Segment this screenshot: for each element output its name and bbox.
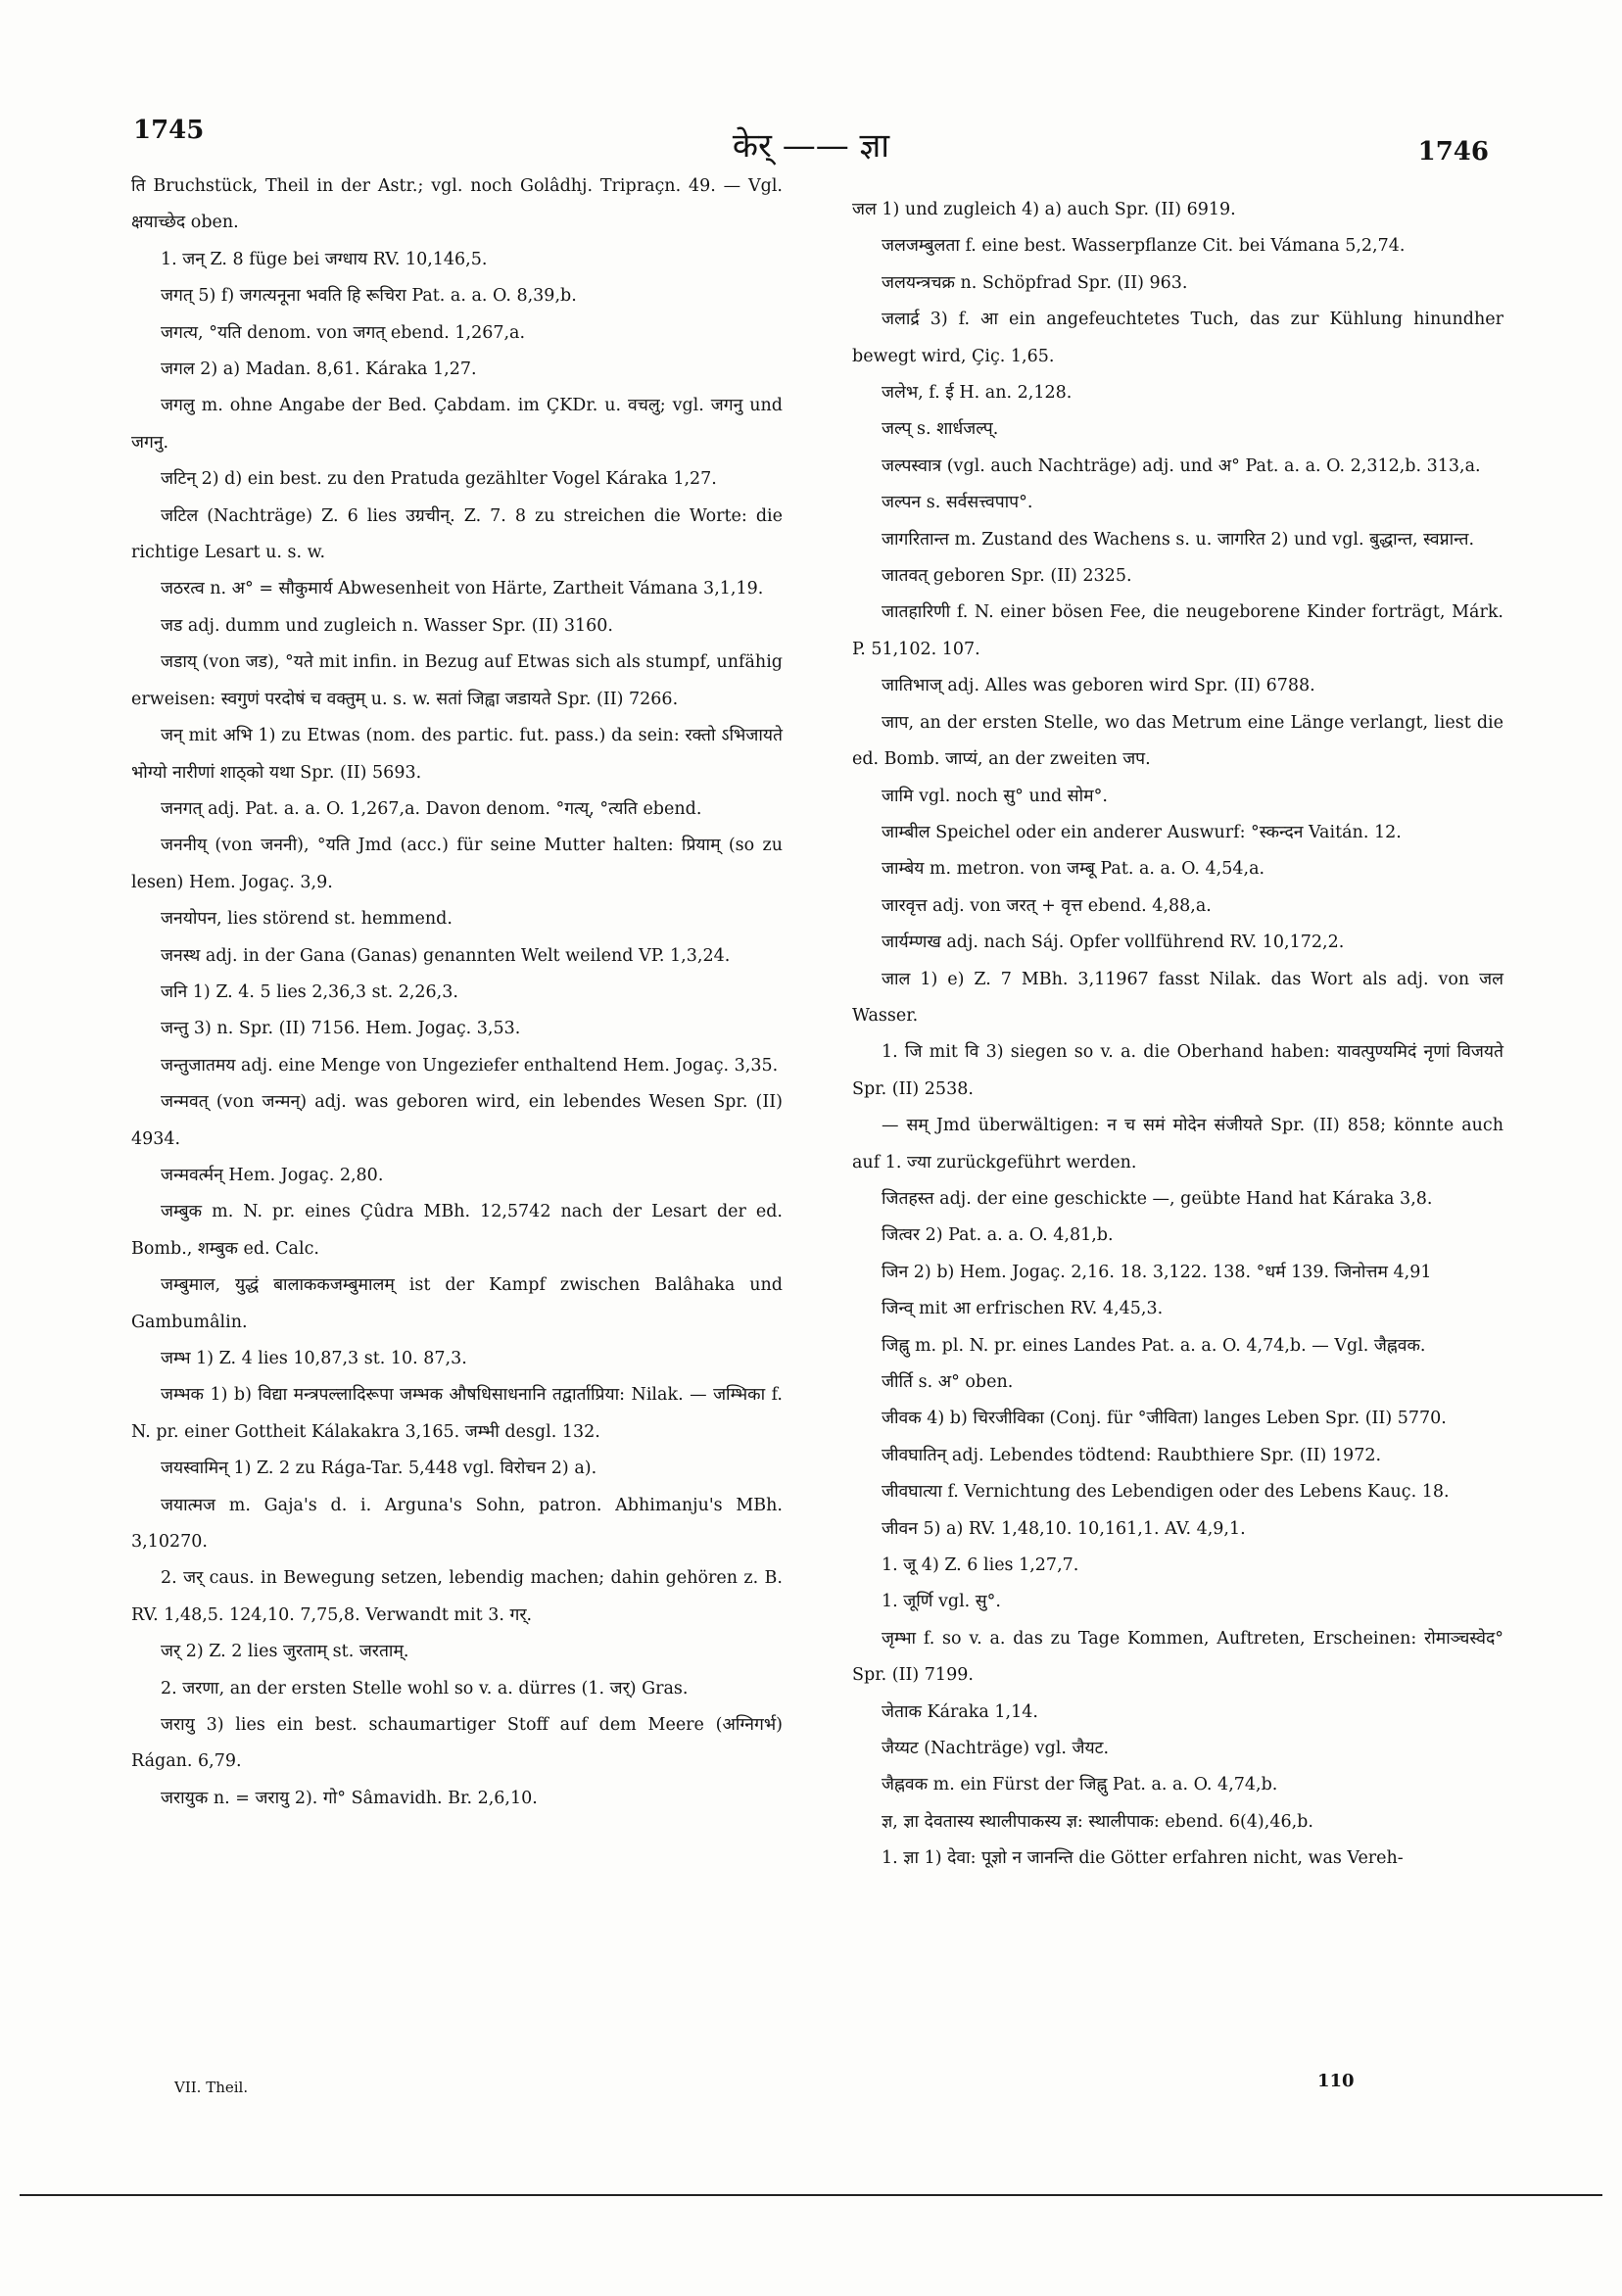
dictionary-entry: जगत्य, °यति denom. von जगत् ebend. 1,267,a. bbox=[161, 322, 526, 343]
dictionary-entry: जटिल (Nachträge) Z. 6 lies उग्रचीन्. Z. 7. 8 zu streichen die Worte: die richtige Lesart u. s. w. bbox=[131, 505, 783, 563]
right-column bbox=[852, 192, 1503, 1878]
dictionary-entry: 1. जन् Z. 8 füge bei जग्धाय RV. 10,146,5. bbox=[161, 249, 488, 269]
dictionary-entry: जन्मवत् (von जन्मन्) adj. was geboren wird, ein lebendes Wesen Spr. (II) 4934. bbox=[131, 1092, 783, 1149]
dictionary-entry: जिन 2) b) Hem. Jogaç. 2,16. 18. 3,122. 138. °धर्म 139. जिनोत्तम 4,91 bbox=[882, 1262, 1432, 1282]
page-number-right: 1746 bbox=[1417, 137, 1489, 167]
sheet-number: 110 bbox=[1317, 2071, 1355, 2091]
dictionary-entry: जाम्बील Speichel oder ein anderer Auswurf: °स्कन्दन Vaitán. 12. bbox=[882, 822, 1402, 842]
dictionary-entry: जरायु 3) lies ein best. schaumartiger Stoff auf dem Meere (अग्निगर्भ) Rágan. 6,79. bbox=[131, 1715, 783, 1772]
dictionary-entry: जलेभ, f. ई H. an. 2,128. bbox=[882, 383, 1073, 404]
dictionary-entry: जाप, an der ersten Stelle, wo das Metrum eine Länge verlangt, liest die ed. Bomb. जाप्यं, an der zweiten जप. bbox=[852, 712, 1503, 770]
dictionary-entry: जार्यम्णख adj. nach Sáj. Opfer vollführend RV. 10,172,2. bbox=[882, 933, 1345, 953]
dictionary-entry: जिन्व् mit आ erfrischen RV. 4,45,3. bbox=[882, 1299, 1164, 1319]
dictionary-entry: जडाय् (von जड), °यते mit infin. in Bezug auf Etwas sich als stumpf, unfähig erweisen: स्वगुणं परदोषं च वक्तुम् u. s. w. सतां जिह्वा जडायते Spr. (II) 7266. bbox=[131, 652, 783, 709]
dictionary-entry: 1. ज्ञा 1) देवा: पूज्ञो न जानन्ति die Götter erfahren nicht, was Vereh- bbox=[882, 1848, 1404, 1869]
dictionary-entry: जातवत् geboren Spr. (II) 2325. bbox=[882, 566, 1132, 587]
dictionary-entry: ज्ञ, ज्ञा देवतास्य स्थालीपाकस्य ज्ञ: स्थालीपाक: ebend. 6(4),46,b. bbox=[882, 1811, 1313, 1832]
dictionary-entry: जीर्ति s. अ° oben. bbox=[882, 1372, 1014, 1392]
dictionary-entry: 2. जरणा, an der ersten Stelle wohl so v. a. dürres (1. जर्) Gras. bbox=[161, 1678, 689, 1698]
dictionary-entry: जगत् 5) f) जगत्यनूना भवति हि रूचिरा Pat. a. a. O. 8,39,b. bbox=[161, 286, 577, 307]
dictionary-entry: जलार्द्र 3) f. आ ein angefeuchtetes Tuch, das zur Kühlung hinundher bewegt wird, Çiç. 1,65. bbox=[852, 310, 1503, 366]
running-title: केर् —— ज्ञा bbox=[732, 126, 890, 166]
dictionary-entry: जित्वर 2) Pat. a. a. O. 4,81,b. bbox=[882, 1225, 1114, 1246]
signature-mark: VII. Theil. bbox=[174, 2079, 249, 2096]
dictionary-entry: जम्भ 1) Z. 4 lies 10,87,3 st. 10. 87,3. bbox=[161, 1349, 467, 1368]
dictionary-entry: 2. जर् caus. in Bewegung setzen, lebendig machen; dahin gehören z. B. RV. 1,48,5. 124,10. 7,75,8. Verwandt mit 3. गर्. bbox=[131, 1568, 783, 1625]
dictionary-entry: जल्पन s. सर्वसत्त्वपाप°. bbox=[882, 493, 1033, 513]
dictionary-entry: जननीय् (von जननी), °यति Jmd (acc.) für seine Mutter halten: प्रियाम् (so zu lesen) Hem. Jogaç. 3,9. bbox=[131, 836, 783, 892]
dictionary-entry: जनगत् adj. Pat. a. a. O. 1,267,a. Davon denom. °गत्य्, °त्यति ebend. bbox=[161, 798, 702, 819]
dictionary-entry: जलजम्बुलता f. eine best. Wasserpflanze Cit. bei Vámana 5,2,74. bbox=[882, 236, 1406, 257]
dictionary-entry: जृम्भा f. so v. a. das zu Tage Kommen, Auftreten, Erscheinen: रोमाञ्चस्वेद° Spr. (II) 7199. bbox=[852, 1628, 1503, 1686]
dictionary-entry: जम्बुमाल, युद्धं बालाककजम्बुमालम् ist der Kampf zwischen Balâhaka und Gambumâlin. bbox=[131, 1275, 783, 1332]
dictionary-entry: जैह्नवक m. ein Fürst der जिह्नु Pat. a. a. O. 4,74,b. bbox=[882, 1775, 1278, 1795]
dictionary-entry: जातिभाज् adj. Alles was geboren wird Spr. (II) 6788. bbox=[882, 676, 1315, 696]
page-number-left: 1745 bbox=[133, 116, 205, 145]
dictionary-entry: जगलु m. ohne Angabe der Bed. Çabdam. im ÇKDr. u. वचलु; vgl. जगनु und जगनु. bbox=[131, 396, 783, 453]
dictionary-entry: जाल 1) e) Z. 7 MBh. 3,11967 fasst Nilak. das Wort als adj. von जल Wasser. bbox=[852, 969, 1503, 1026]
dictionary-entry: जन्तुजातमय adj. eine Menge von Ungeziefer enthaltend Hem. Jogaç. 3,35. bbox=[161, 1055, 779, 1076]
dictionary-entry: जामि vgl. noch सु° und सोम°. bbox=[882, 786, 1108, 806]
dictionary-entry: जगल 2) a) Madan. 8,61. Káraka 1,27. bbox=[161, 359, 477, 380]
dictionary-entry: जर् 2) Z. 2 lies जुरताम् st. जरताम्. bbox=[161, 1642, 409, 1662]
dictionary-entry: जारवृत्त adj. von जरत् + वृत्त ebend. 4,88,a. bbox=[882, 895, 1212, 916]
dictionary-entry: जठरत्व n. अ° = सौकुमार्य Abwesenheit von Härte, Zartheit Vámana 3,1,19. bbox=[161, 579, 764, 599]
dictionary-entry: जाम्बेय m. metron. von जम्बू Pat. a. a. O. 4,54,a. bbox=[882, 859, 1265, 880]
dictionary-entry: जयस्वामिन् 1) Z. 2 zu Rága-Tar. 5,448 vgl. विरोचन 2) a). bbox=[161, 1459, 597, 1479]
dictionary-entry: जल्पस्वात्र (vgl. auch Nachträge) adj. und अ° Pat. a. a. O. 2,312,b. 313,a. bbox=[882, 455, 1481, 476]
dictionary-entry: जैय्यट (Nachträge) vgl. जैयट. bbox=[882, 1739, 1110, 1759]
dictionary-entry: जम्बुक m. N. pr. eines Çûdra MBh. 12,5742 nach der Lesart der ed. Bomb., शम्बुक ed. Calc. bbox=[131, 1202, 783, 1259]
dictionary-entry: जेताक Káraka 1,14. bbox=[882, 1701, 1038, 1722]
dictionary-entry: जन् mit अभि 1) zu Etwas (nom. des partic. fut. pass.) da sein: रक्तो ऽभिजायते भोग्यो नारीणां शाठ्को यथा Spr. (II) 5693. bbox=[131, 726, 783, 783]
dictionary-entry: जीवघात्या f. Vernichtung des Lebendigen oder des Lebens Kauç. 18. bbox=[882, 1482, 1450, 1503]
dictionary-entry: ति Bruchstück, Theil in der Astr.; vgl. noch Golâdhj. Tripraçn. 49. — Vgl. क्षयाच्छेद oben. bbox=[131, 176, 783, 233]
left-column bbox=[131, 168, 783, 1817]
dictionary-entry: जड adj. dumm und zugleich n. Wasser Spr. (II) 3160. bbox=[161, 615, 613, 636]
dictionary-entry: जितहस्त adj. der eine geschickte —, geübte Hand hat Káraka 3,8. bbox=[882, 1188, 1433, 1209]
dictionary-entry: जनयोपन, lies störend st. hemmend. bbox=[161, 909, 453, 930]
dictionary-entry: जिह्नु m. pl. N. pr. eines Landes Pat. a. a. O. 4,74,b. — Vgl. जैह्नवक. bbox=[882, 1335, 1426, 1356]
bottom-rule bbox=[20, 2194, 1602, 2196]
dictionary-entry: जातहारिणी f. N. einer bösen Fee, die neugeborene Kinder forträgt, Márk. P. 51,102. 107. bbox=[852, 602, 1503, 659]
dictionary-entry: जरायुक n. = जरायु 2). गो° Sâmavidh. Br. 2,6,10. bbox=[161, 1788, 538, 1808]
dictionary-entry: जीवघातिन् adj. Lebendes tödtend: Raubthiere Spr. (II) 1972. bbox=[882, 1445, 1382, 1465]
dictionary-entry: जीवन 5) a) RV. 1,48,10. 10,161,1. AV. 4,9,1. bbox=[882, 1518, 1246, 1539]
dictionary-entry: जनि 1) Z. 4. 5 lies 2,36,3 st. 2,26,3. bbox=[161, 981, 458, 1002]
dictionary-entry: जम्भक 1) b) विद्या मन्त्रपल्लादिरूपा जम्भक औषधिसाधनानि तद्वार्ताप्रिया: Nilak. — जम्भिका f. N. pr. einer Gottheit Kálakakra 3,165. जम्भी desgl. 132. bbox=[131, 1385, 783, 1442]
dictionary-entry: 1. जि mit वि 3) siegen so v. a. die Oberhand haben: यावत्पुण्यमिदं नृणां विजयते Spr. (II) 2538. bbox=[852, 1042, 1503, 1099]
dictionary-entry: — सम् Jmd überwältigen: न च समं मोदेन संजीयते Spr. (II) 858; könnte auch auf 1. ज्या zurückgeführt werden. bbox=[852, 1116, 1503, 1172]
dictionary-entry: 1. जू 4) Z. 6 lies 1,27,7. bbox=[882, 1555, 1079, 1576]
dictionary-entry: जटिन् 2) d) ein best. zu den Pratuda gezählter Vogel Káraka 1,27. bbox=[161, 469, 717, 490]
dictionary-entry: जल्प् s. शार्धजल्प्. bbox=[882, 419, 999, 440]
dictionary-entry: 1. जूर्णि vgl. सु°. bbox=[882, 1592, 1001, 1612]
dictionary-entry: जीवक 4) b) चिरजीविका (Conj. für °जीविता) langes Leben Spr. (II) 5770. bbox=[882, 1409, 1447, 1429]
dictionary-entry: जन्तु 3) n. Spr. (II) 7156. Hem. Jogaç. 3,53. bbox=[161, 1019, 521, 1039]
dictionary-entry: जयात्मज m. Gaja's d. i. Arguna's Sohn, patron. Abhimanju's MBh. 3,10270. bbox=[131, 1495, 783, 1553]
dictionary-entry: जलयन्त्रचक्र n. Schöpfrad Spr. (II) 963. bbox=[882, 272, 1188, 293]
dictionary-entry: जनस्थ adj. in der Gana (Ganas) genannten Welt weilend VP. 1,3,24. bbox=[161, 945, 731, 966]
dictionary-entry: जन्मवर्त्मन् Hem. Jogaç. 2,80. bbox=[161, 1165, 384, 1185]
dictionary-entry: जागरितान्त m. Zustand des Wachens s. u. जागरित 2) und vgl. बुद्धान्त, स्वप्नान्त. bbox=[882, 529, 1475, 550]
dictionary-entry: जल 1) und zugleich 4) a) auch Spr. (II) 6919. bbox=[852, 200, 1236, 219]
